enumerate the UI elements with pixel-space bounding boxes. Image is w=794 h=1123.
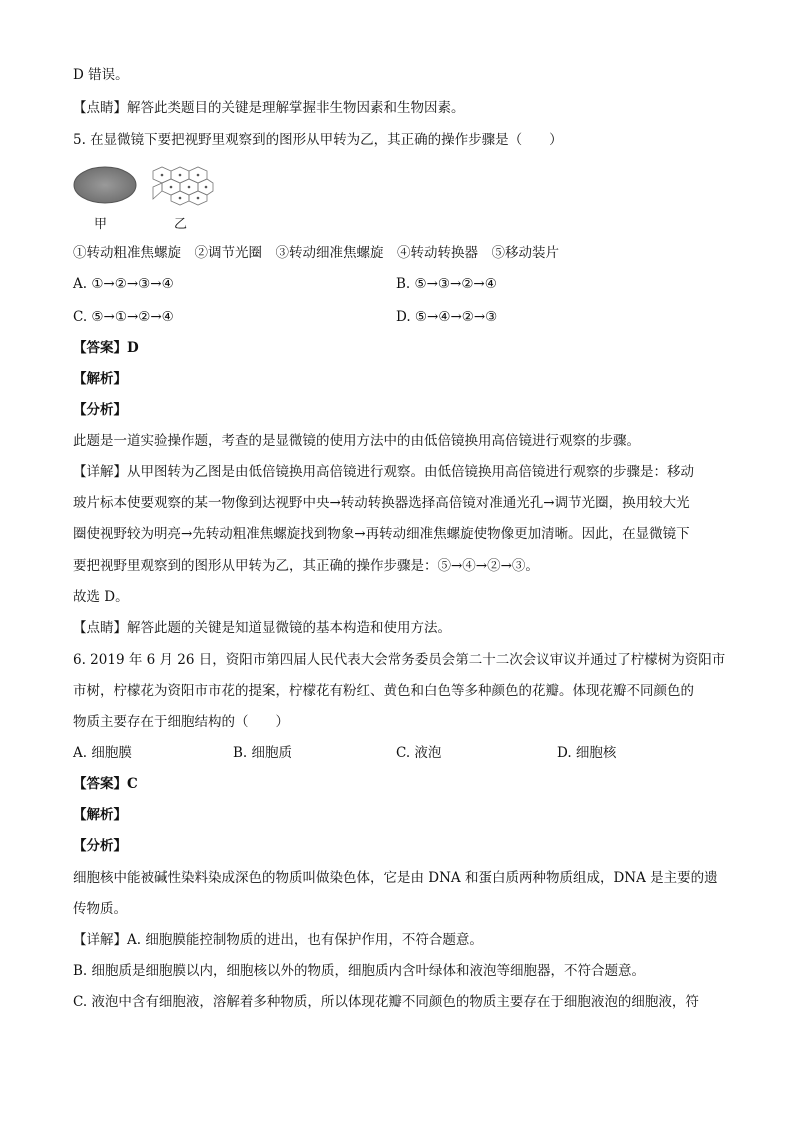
text-line: 细胞核中能被碱性染料染成深色的物质叫做染色体，它是由 DNA 和蛋白质两种物质组成，DNA 是主要的遗 [73, 870, 718, 886]
figure-label-a: 甲 [94, 217, 108, 232]
text-line: 市树，柠檬花为资阳市市花的提案，柠檬花有粉红、黄色和白色等多种颜色的花瓣。体现花瓣不同颜色的 [73, 683, 694, 699]
answer-5: 【答案】D [73, 340, 139, 356]
text-line: 传物质。 [73, 901, 127, 917]
analysis-header: 【解析】 [73, 371, 127, 387]
microscope-figure [70, 163, 230, 235]
option-d: D. 细胞核 [557, 745, 617, 761]
answer-6: 【答案】C [73, 776, 138, 792]
figure-label-b: 乙 [174, 217, 188, 232]
option-a: A. ①→②→③→④ [73, 276, 174, 292]
option-b: B. 细胞质 [233, 745, 293, 761]
text-line: D 错误。 [73, 67, 129, 83]
option-c: C. 液泡 [396, 745, 442, 761]
analysis-subheader: 【分析】 [73, 838, 127, 854]
text-line: 故选 D。 [73, 589, 129, 605]
text-line: 【点睛】解答此题的关键是知道显微镜的基本构造和使用方法。 [73, 620, 451, 636]
analysis-header: 【解析】 [73, 807, 127, 823]
option-b: B. ⑤→③→②→④ [396, 276, 497, 292]
text-line: B. 细胞质是细胞膜以内，细胞核以外的物质，细胞质内含叶绿体和液泡等细胞器，不符合题意。 [73, 963, 646, 979]
text-line: 物质主要存在于细胞结构的（ ） [73, 714, 289, 730]
steps-list: ①转动粗准焦螺旋 ②调节光圈 ③转动细准焦螺旋 ④转动转换器 ⑤移动装片 [73, 245, 559, 261]
text-line: 圈使视野较为明亮→先转动粗准焦螺旋找到物象→再转动细准焦螺旋使物像更加清晰。因此，在显微镜下 [73, 526, 690, 542]
text-line: 要把视野里观察到的图形从甲转为乙，其正确的操作步骤是：⑤→④→②→③。 [73, 558, 539, 574]
text-line: 【点睛】解答此类题目的关键是理解掌握非生物因素和生物因素。 [73, 100, 465, 116]
question-6: 6. 2019 年 6 月 26 日，资阳市第四届人民代表大会常务委员会第二十二次会议审议并通过了柠檬树为资阳市 [73, 652, 726, 668]
high-power-cell-image [153, 167, 213, 205]
text-line: 此题是一道实验操作题，考查的是显微镜的使用方法中的由低倍镜换用高倍镜进行观察的步骤。 [73, 433, 640, 449]
analysis-subheader: 【分析】 [73, 402, 127, 418]
option-a: A. 细胞膜 [73, 745, 132, 761]
question-5: 5. 在显微镜下要把视野里观察到的图形从甲转为乙，其正确的操作步骤是（ ） [73, 132, 563, 148]
low-power-view-image [74, 167, 136, 203]
text-line: C. 液泡中含有细胞液，溶解着多种物质，所以体现花瓣不同颜色的物质主要存在于细胞液泡的细胞液，符 [73, 994, 699, 1010]
text-line: 玻片标本使要观察的某一物像到达视野中央→转动转换器选择高倍镜对准通光孔→调节光圈，换用较大光 [73, 495, 690, 511]
option-c: C. ⑤→①→②→④ [73, 309, 174, 325]
option-d: D. ⑤→④→②→③ [396, 309, 498, 325]
text-line: 【详解】A. 细胞膜能控制物质的进出，也有保护作用，不符合题意。 [73, 932, 483, 948]
text-line: 【详解】从甲图转为乙图是由低倍镜换用高倍镜进行观察。由低倍镜换用高倍镜进行观察的步骤是：移动 [73, 464, 694, 480]
